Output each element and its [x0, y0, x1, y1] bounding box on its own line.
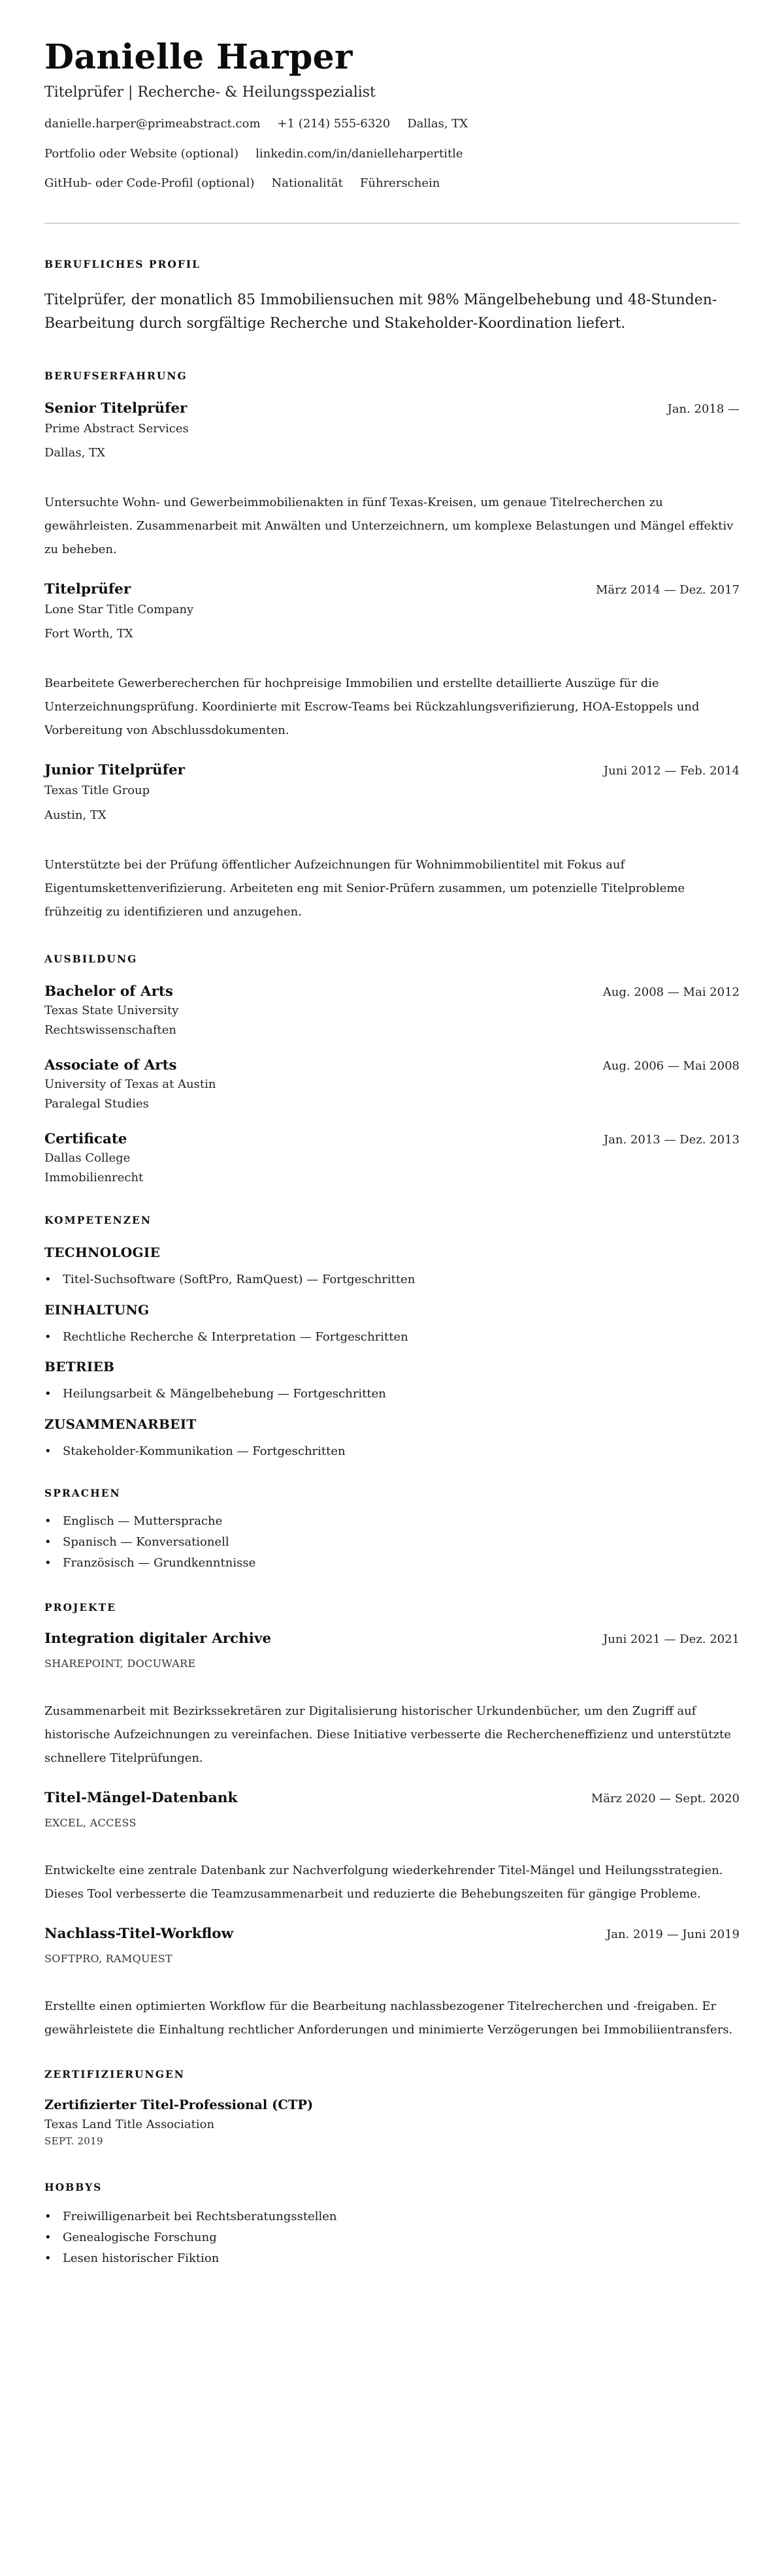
- section-languages: [44, 1487, 740, 1572]
- job-description: Unterstützte bei der Prüfung öffentlicher Aufzeichnungen für Wohnimmobilientitel mit Fokus auf Eigentumskettenverifizierung. Arbeiteten eng mit Senior-Prüfern zusammen, um potenzielle Titelprobleme frühzeitig zu identifizieren und anzugehen.: [44, 857, 685, 919]
- skill-group: [44, 1359, 740, 1403]
- section-title-languages: SPRACHEN: [44, 1487, 121, 1500]
- contact-row-links: [44, 146, 740, 161]
- section-hobbies: [44, 2181, 740, 2268]
- job-title: Titelprüfer: [44, 580, 131, 597]
- skill-group: [44, 1302, 740, 1346]
- contact-row-primary: [44, 116, 740, 131]
- project-description: Erstellte einen optimierten Workflow für die Bearbeitung nachlassbezogener Titelrecherchen und -freigaben. Er gewährleistete die Einhaltung rechtlicher Anforderungen und minimierte Verzögerungen bei Immobiliientransfers.: [44, 1999, 733, 2037]
- section-skills: [44, 1214, 740, 1461]
- contact-github[interactable]: GitHub- oder Code-Profil (optional): [44, 176, 255, 191]
- section-title-profile: BERUFLICHES PROFIL: [44, 257, 201, 270]
- education-dates: Aug. 2008 — Mai 2012: [602, 985, 740, 999]
- job-location: Dallas, TX: [44, 445, 105, 460]
- header-divider: [44, 223, 740, 224]
- education-school: Texas State University: [44, 1003, 179, 1017]
- hobby-item: • Lesen historischer Fiktion: [63, 2250, 740, 2268]
- project-tech: SHAREPOINT, DOCUWARE: [44, 1657, 196, 1670]
- education-entry: [44, 1057, 740, 1114]
- candidate-name: Danielle Harper: [44, 37, 353, 77]
- job-title: Junior Titelprüfer: [44, 762, 185, 779]
- project-title: Nachlass-Titel-Workflow: [44, 1925, 234, 1942]
- project-description: Entwickelte eine zentrale Datenbank zur Nachverfolgung wiederkehrender Titel-Mängel und Heilungsstrategien. Dieses Tool verbesserte die Teamzusammenarbeit und reduzierte die Behebungszeiten für gängige Probleme.: [44, 1863, 723, 1901]
- section-title-skills: KOMPETENZEN: [44, 1213, 152, 1226]
- education-dates: Aug. 2006 — Mai 2008: [602, 1058, 740, 1073]
- education-entry: [44, 1131, 740, 1188]
- experience-entry: [44, 581, 740, 742]
- skill-category: TECHNOLOGIE: [44, 1244, 161, 1260]
- job-description: Untersuchte Wohn- und Gewerbeimmobilienakten in fünf Texas-Kreisen, um genaue Titelrecherchen zu gewährleisten. Zusammenarbeit mit Anwälten und Unterzeichnern, um komplexe Belastungen und Mängel effektiv zu beheben.: [44, 495, 734, 556]
- section-title-projects: PROJEKTE: [44, 1600, 117, 1614]
- section-title-experience: BERUFSERFAHRUNG: [44, 369, 188, 382]
- job-title: Senior Titelprüfer: [44, 400, 188, 417]
- section-title-certifications: ZERTIFIZIERUNGEN: [44, 2067, 185, 2080]
- skill-list: [44, 1442, 740, 1461]
- education-entry: [44, 983, 740, 1040]
- project-entry: [44, 1790, 740, 1906]
- job-location: Fort Worth, TX: [44, 627, 133, 641]
- section-certifications: [44, 2068, 740, 2147]
- education-dates: Jan. 2013 — Dez. 2013: [603, 1132, 740, 1147]
- certification-issuer: Texas Land Title Association: [44, 2117, 215, 2131]
- job-description: Bearbeitete Gewerberecherchen für hochpreisige Immobilien und erstellte detaillierte Auszüge für die Unterzeichnungsprüfung. Koordinierte mit Escrow-Teams bei Rückzahlungsverifizierung, HOA-Estoppels und Vorbereitung von Abschlussdokumenten.: [44, 676, 700, 738]
- contact-location: Dallas, TX: [407, 117, 468, 131]
- job-dates: Jan. 2018 —: [667, 402, 740, 416]
- degree-title: Bachelor of Arts: [44, 983, 173, 1000]
- job-dates: Juni 2012 — Feb. 2014: [603, 764, 740, 778]
- education-field: Paralegal Studies: [44, 1096, 149, 1111]
- contact-portfolio[interactable]: Portfolio oder Website (optional): [44, 146, 239, 161]
- education-school: University of Texas at Austin: [44, 1077, 216, 1091]
- resume-header: [44, 38, 740, 191]
- job-company: Prime Abstract Services: [44, 421, 189, 436]
- hobby-item: • Genealogische Forschung: [63, 2229, 740, 2247]
- section-title-education: AUSBILDUNG: [44, 952, 138, 965]
- candidate-headline: Titelprüfer | Recherche- & Heilungsspezialist: [44, 84, 376, 101]
- project-title: Integration digitaler Archive: [44, 1630, 272, 1647]
- language-item: • Englisch — Muttersprache: [63, 1512, 740, 1531]
- skill-item: • Heilungsarbeit & Mängelbehebung — Fortgeschritten: [63, 1385, 740, 1403]
- skill-group: [44, 1416, 740, 1461]
- section-title-hobbies: HOBBYS: [44, 2180, 103, 2193]
- certification-entry: [44, 2097, 740, 2147]
- contact-email[interactable]: danielle.harper@primeabstract.com: [44, 117, 261, 131]
- language-item: • Französisch — Grundkenntnisse: [63, 1554, 740, 1572]
- section-profile: [44, 258, 740, 336]
- skill-list: [44, 1328, 740, 1346]
- profile-summary: Titelprüfer, der monatlich 85 Immobiliensuchen mit 98% Mängelbehebung und 48-Stunden-Bearbeitung durch sorgfältige Recherche und Stakeholder-Koordination liefert.: [44, 291, 717, 332]
- project-tech: EXCEL, ACCESS: [44, 1816, 137, 1829]
- project-entry: [44, 1926, 740, 2042]
- skill-item: • Rechtliche Recherche & Interpretation — Fortgeschritten: [63, 1328, 740, 1346]
- project-tech: SOFTPRO, RAMQUEST: [44, 1952, 173, 1965]
- skill-item: • Titel-Suchsoftware (SoftPro, RamQuest) — Fortgeschritten: [63, 1271, 740, 1289]
- language-list: [44, 1512, 740, 1572]
- contact-linkedin[interactable]: linkedin.com/in/danielleharpertitle: [255, 146, 463, 161]
- skill-item: • Stakeholder-Kommunikation — Fortgeschritten: [63, 1442, 740, 1461]
- project-description: Zusammenarbeit mit Bezirkssekretären zur Digitalisierung historischer Urkundenbücher, um den Zugriff auf historische Aufzeichnungen zu vereinfachen. Diese Initiative verbesserte die Rechercheneffizienz und unterstützte schnellere Titelprüfungen.: [44, 1704, 731, 1765]
- project-dates: März 2020 — Sept. 2020: [591, 1791, 740, 1805]
- contact-phone[interactable]: +1 (214) 555-6320: [277, 117, 391, 131]
- degree-title: Associate of Arts: [44, 1057, 177, 1073]
- skill-group: [44, 1245, 740, 1289]
- experience-entry: [44, 762, 740, 923]
- language-item: • Spanisch — Konversationell: [63, 1533, 740, 1551]
- project-dates: Juni 2021 — Dez. 2021: [603, 1632, 740, 1646]
- certification-name: Zertifizierter Titel-Professional (CTP): [44, 2097, 314, 2112]
- section-projects: [44, 1601, 740, 2042]
- project-entry: [44, 1630, 740, 1770]
- section-education: [44, 953, 740, 1188]
- contact-row-extra: [44, 176, 740, 191]
- skill-category: BETRIEB: [44, 1359, 115, 1375]
- degree-title: Certificate: [44, 1130, 127, 1147]
- education-field: Rechtswissenschaften: [44, 1023, 177, 1037]
- job-location: Austin, TX: [44, 808, 106, 822]
- skill-list: [44, 1271, 740, 1289]
- project-dates: Jan. 2019 — Juni 2019: [606, 1927, 740, 1941]
- contact-drivers-license: Führerschein: [359, 176, 440, 191]
- job-company: Texas Title Group: [44, 784, 150, 798]
- job-dates: März 2014 — Dez. 2017: [595, 582, 740, 597]
- certification-date: SEPT. 2019: [44, 2135, 103, 2147]
- skill-category: ZUSAMMENARBEIT: [44, 1416, 197, 1433]
- hobby-list: [44, 2208, 740, 2268]
- skill-list: [44, 1385, 740, 1403]
- skill-category: EINHALTUNG: [44, 1301, 150, 1318]
- education-school: Dallas College: [44, 1151, 131, 1165]
- section-experience: [44, 370, 740, 924]
- contact-nationality: Nationalität: [271, 176, 343, 191]
- job-company: Lone Star Title Company: [44, 602, 194, 616]
- hobby-item: • Freiwilligenarbeit bei Rechtsberatungsstellen: [63, 2208, 740, 2226]
- project-title: Titel-Mängel-Datenbank: [44, 1789, 238, 1806]
- experience-entry: [44, 400, 740, 562]
- education-field: Immobilienrecht: [44, 1170, 144, 1185]
